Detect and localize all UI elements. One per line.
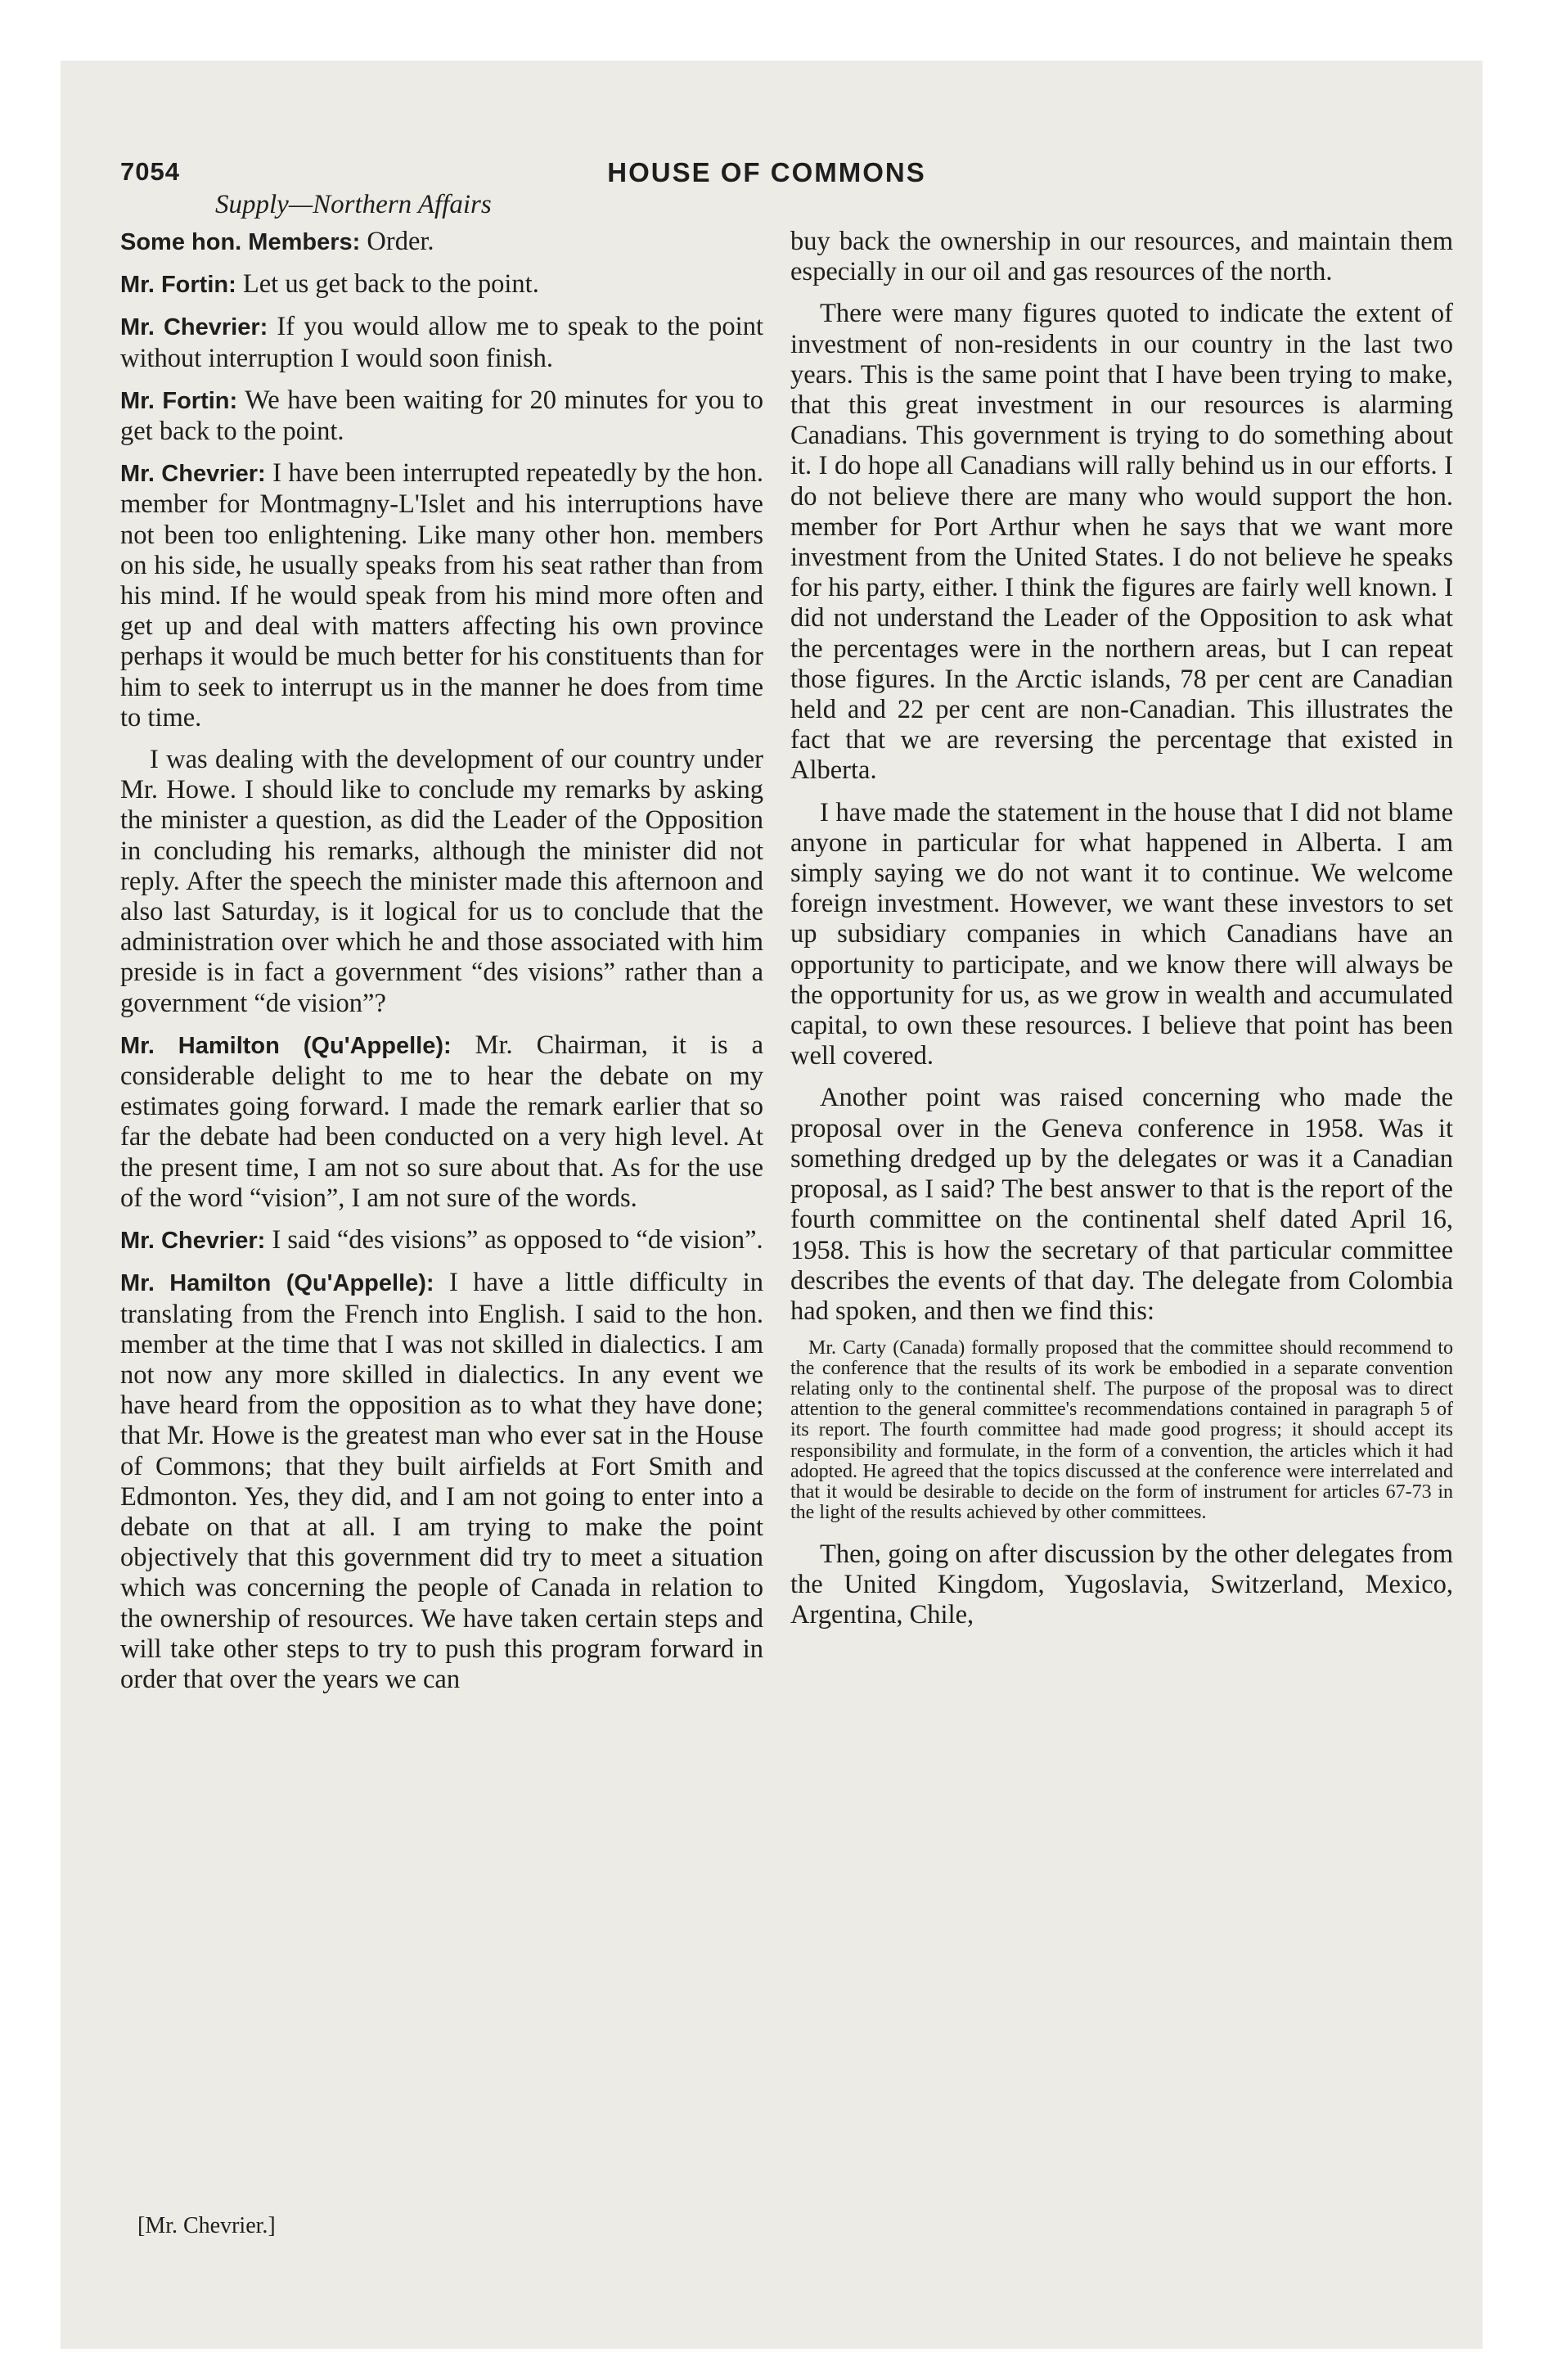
speaker-name: Mr. Fortin: <box>120 387 238 414</box>
speech-text: We have been waiting for 20 minutes for you to get back to the point. <box>120 385 763 447</box>
speech-paragraph <box>120 745 763 1019</box>
speech-text: I have been interrupted repeatedly by the hon. member for Montmagny-L'Islet and his interruptions have not been too enlightening. Like many other hon. members on his side, he usually speaks from his seat rather than from his mind. If he would speak from his mind more often and get up and deal with matters affecting his own province perhaps it would be much better for his constituents than for him to seek to interrupt us in the manner he does from time to time. <box>120 458 763 732</box>
speech-paragraph: I have made the statement in the house that I did not blame anyone in particular for what happened in Alberta. I am simply saying we do not want it to continue. We welcome foreign investment. However, we want these investors to set up subsidiary companies in which Canadians have an opportunity to participate, and we know there will always be the opportunity for us, as we grow in wealth and accumulated capital, to own these resources. I believe that point has been well covered. <box>790 797 1453 1071</box>
right-column <box>790 227 1453 1643</box>
speech-text: I was dealing with the development of our country under Mr. Howe. I should like to conclude my remarks by asking the minister a question, as did the Leader of the Opposition in concluding his remarks, although the minister did not reply. After the speech the minister made this afternoon and also last Saturday, is it logical for us to conclude that the administration over which he and those associated with him preside is in fact a government “des visions” rather than a government “de vision”? <box>120 745 763 1018</box>
speech-paragraph <box>120 227 763 258</box>
speech-text: Mr. Chairman, it is a considerable delight to me to hear the debate on my estimates going forward. I made the remark earlier that so far the debate had been conducted on a very high level. At the present time, I am not so sure about that. As for the use of the word “vision”, I am not sure of the words. <box>120 1030 764 1213</box>
speech-paragraph <box>120 1030 763 1214</box>
journal-title: HOUSE OF COMMONS <box>607 157 926 187</box>
speaker-name: Mr. Hamilton (Qu'Appelle): <box>120 1270 434 1297</box>
quoted-report: Mr. Carty (Canada) formally proposed that the committee should recommend to the conference that the results of its work be embodied in a separate convention relating only to the continental shelf. The purpose of the proposal was to direct attention to the general committee's recommendations contained in paragraph 5 of its report. The fourth committee had made good progress; it should accept its responsibility and formulate, in the form of a convention, the articles which it had adopted. He agreed that the topics discussed at the conference were interrelated and that it would be desirable to decide on the form of instrument for articles 67-73 in the light of the results achieved by other committees. <box>790 1337 1453 1523</box>
speech-paragraph: There were many figures quoted to indicate the extent of investment of non-residents in our country in the last two years. This is the same point that I have been trying to make, that this great investment in our resources is alarming Canadians. This government is trying to do something about it. I do hope all Canadians will rally behind us in our efforts. I do not believe there are many who would support the hon. member for Port Arthur when he says that we want more investment from the United States. I do not believe he speaks for his party, either. I think the figures are fairly well known. I did not understand the Leader of the Opposition to ask what the percentages were in the northern areas, but I can repeat those figures. In the Arctic islands, 78 per cent are Canadian held and 22 per cent are non-Canadian. This illustrates the fact that we are reversing the percentage that existed in Alberta. <box>790 299 1453 786</box>
left-column <box>120 227 763 1706</box>
page-number: 7054 <box>120 157 180 186</box>
speech-paragraph: buy back the ownership in our resources, and maintain them especially in our oil and gas resources of the north. <box>790 227 1453 287</box>
speech-paragraph <box>120 385 763 447</box>
speaker-name: Mr. Chevrier: <box>120 461 266 488</box>
subject-heading: Supply—Northern Affairs <box>215 190 492 219</box>
page-footer: [Mr. Chevrier.] <box>137 2213 276 2238</box>
speech-paragraph: Then, going on after discussion by the other delegates from the United Kingdom, Yugoslavia, Switzerland, Mexico, Argentina, Chile, <box>790 1539 1453 1630</box>
speaker-name: Mr. Hamilton (Qu'Appelle): <box>120 1032 452 1059</box>
speech-paragraph <box>120 458 763 733</box>
speaker-name: Mr. Chevrier: <box>120 314 268 341</box>
speaker-name: Mr. Fortin: <box>120 272 236 299</box>
speech-paragraph <box>120 1268 763 1695</box>
speech-text: Let us get back to the point. <box>236 269 539 300</box>
speaker-name: Mr. Chevrier: <box>120 1228 266 1255</box>
speech-paragraph <box>120 269 763 300</box>
speech-text: I have a little difficulty in translating from the French into English. I said to the hon. member at the time that I was not skilled in dialectics. I am not now any more skilled in dialectics. In any event we have heard from the opposition as to what they have done; that Mr. Howe is the greatest man who ever sat in the House of Commons; that they built airfields at Fort Smith and Edmonton. Yes, they did, and I am not going to enter into a debate on that at all. I am trying to make the point objectively that this government did try to meet a situation which was concerning the people of Canada in relation to the ownership of resources. We have taken certain steps and will take other steps to try to push this program forward in order that over the years we can <box>120 1268 763 1694</box>
speech-paragraph <box>120 1225 763 1256</box>
speaker-name: Some hon. Members: <box>120 229 361 255</box>
speech-text: Order. <box>360 227 434 256</box>
speech-text: I said “des visions” as opposed to “de vision”. <box>265 1225 763 1255</box>
speech-paragraph: Another point was raised concerning who made the proposal over in the Geneva conference in 1958. Was it something dredged up by the delegates or was it a Canadian proposal, as I said? The best answer to that is the report of the fourth committee on the continental shelf dated April 16, 1958. This is how the secretary of that particular committee describes the events of that day. The delegate from Colombia had spoken, and then we find this: <box>790 1083 1453 1326</box>
speech-text: If you would allow me to speak to the point without interruption I would soon finish. <box>120 312 763 373</box>
speech-paragraph <box>120 312 763 373</box>
